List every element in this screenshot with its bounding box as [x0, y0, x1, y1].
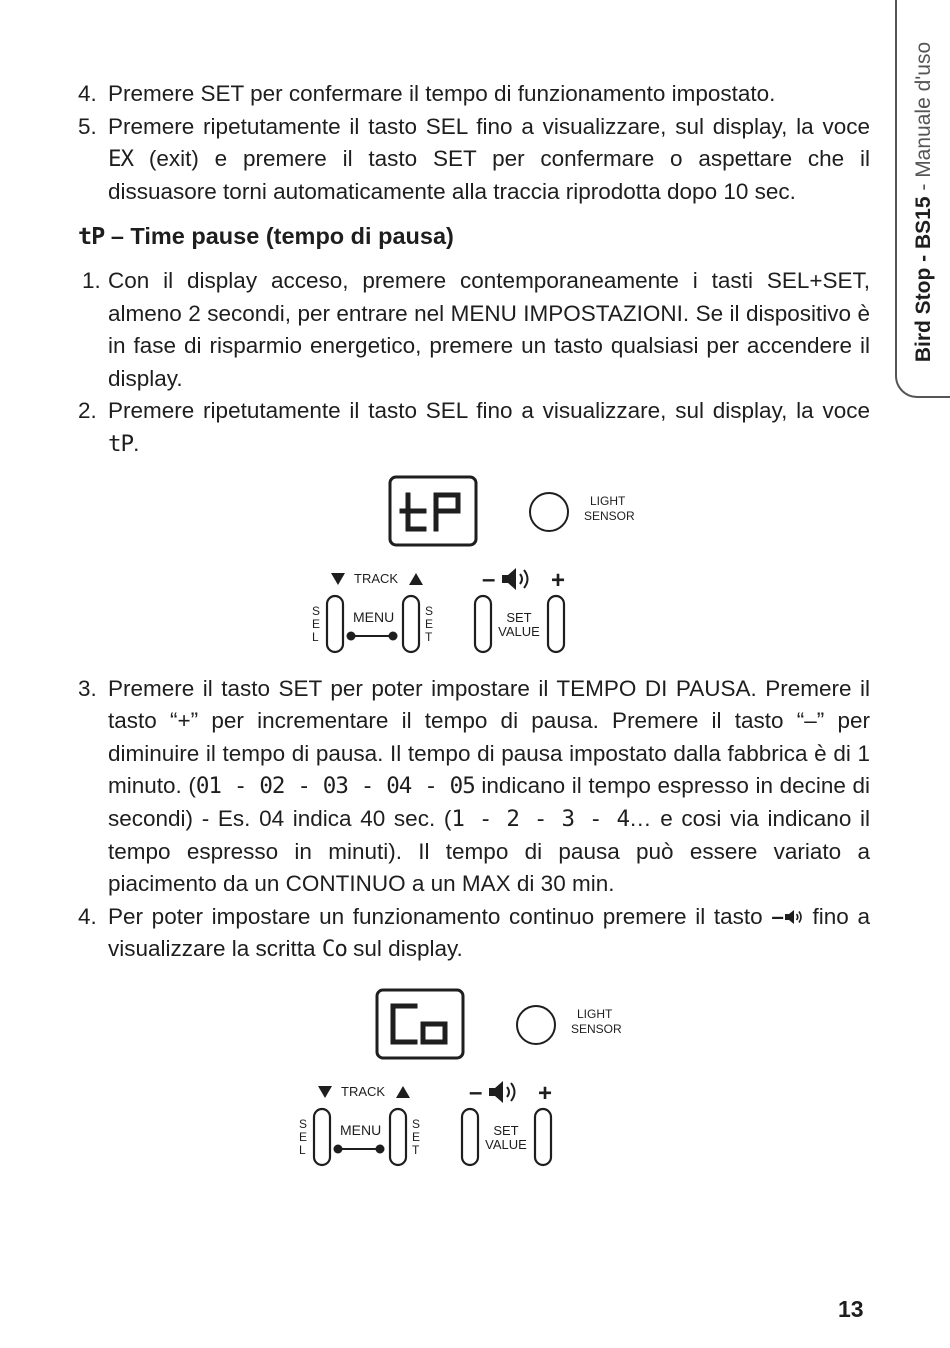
sel-letter: L	[299, 1142, 306, 1157]
lcd-glyph-co	[393, 1006, 445, 1042]
menu-label: MENU	[340, 1121, 382, 1138]
sel-button[interactable]	[327, 596, 343, 652]
speaker-icon	[784, 908, 804, 926]
set-letter: T	[425, 629, 433, 644]
heading-text: – Time pause (tempo di pausa)	[104, 223, 454, 250]
page-number: 13	[838, 1296, 864, 1322]
set-label	[412, 1117, 420, 1157]
step-text: Premere ripetutamente il tasto SEL fino a visualizzare, sul display, la voce	[108, 398, 870, 424]
volume-plus-button[interactable]	[548, 596, 564, 652]
set-value-label-1: SET	[506, 609, 532, 625]
light-sensor-icon	[530, 493, 568, 531]
sel-label	[299, 1117, 307, 1157]
display-code-tp: tP	[78, 222, 105, 251]
display-codes-seconds: 01 - 02 - 03 - 04 - 05	[195, 773, 475, 800]
track-label: TRACK	[354, 570, 399, 586]
step-text: .	[133, 430, 140, 456]
control-panel-diagram	[291, 988, 641, 1178]
control-panel-svg	[304, 475, 654, 665]
set-letter: S	[412, 1116, 421, 1131]
manual-label: - Manuale d'uso	[911, 41, 935, 197]
track-down-icon	[331, 573, 345, 585]
display-code-ex: EX	[108, 146, 134, 173]
step-text: (exit) e premere il tasto SET per confermare o aspettare che il dissuasore torni automaticamente alla traccia riprodotta dopo 10 sec.	[108, 146, 870, 204]
step-4-top	[78, 78, 870, 111]
step-text: Premere ripetutamente il tasto SEL fino a visualizzare, sul display, la voce	[108, 113, 870, 139]
sel-letter: S	[312, 603, 321, 618]
display-codes-minutes: 1 - 2 - 3 - 4	[451, 805, 630, 832]
step-number: 3.	[78, 675, 97, 701]
sel-letter: E	[299, 1129, 308, 1144]
page-content	[78, 78, 870, 1178]
brand-label: Bird Stop - BS15	[911, 196, 935, 363]
volume-minus-label: –	[469, 1078, 483, 1106]
set-letter: S	[425, 603, 434, 618]
light-sensor-label-2: SENSOR	[584, 508, 635, 523]
control-panel-svg	[291, 988, 641, 1178]
set-letter: E	[412, 1129, 421, 1144]
track-up-icon	[396, 1086, 410, 1098]
side-tab-title	[907, 12, 941, 392]
lcd-glyph-tp	[402, 495, 458, 529]
set-letter: E	[425, 616, 434, 631]
volume-minus-button[interactable]	[475, 596, 491, 652]
minus-key-label: –	[771, 903, 784, 929]
sel-letter: L	[312, 629, 319, 644]
display-code-co: Co	[321, 936, 347, 963]
sel-label	[312, 604, 320, 644]
light-sensor-label-1: LIGHT	[577, 1006, 613, 1021]
set-value-label-2: VALUE	[485, 1136, 527, 1152]
lcd-display	[377, 990, 463, 1058]
light-sensor-label-2: SENSOR	[571, 1021, 622, 1036]
step-text: Premere il tasto SET per poter impostare il TEMPO DI PAUSA. Premere il tasto “+” per incrementare il tempo di pausa. Premere il tasto “–” per diminuire il tempo di pausa. Il tempo di pausa impostato dalla fabbrica è di 1 minuto. (	[108, 675, 870, 799]
step-text: sul display.	[346, 936, 463, 962]
step-3	[78, 673, 870, 901]
menu-label: MENU	[353, 608, 395, 625]
set-value-label-2: VALUE	[498, 623, 540, 639]
step-text: Con il display acceso, premere contemporaneamente i tasti SEL+SET, almeno 2 secondi, per entrare nel MENU IMPOSTAZIONI. Se il dispositivo è in fase di risparmio energetico, premere un tasto qualsiasi per accendere il display.	[108, 267, 870, 391]
step-text: … e cosi via indicano il tempo espresso in minuti). Il tempo di pausa può essere variato a piacimento da un CONTINUO a un MAX di 30 min.	[108, 805, 871, 897]
step-number: 4.	[78, 903, 97, 929]
set-label	[425, 604, 433, 644]
step-text: fino a visualizzare la scritta	[108, 903, 871, 962]
track-up-icon	[409, 573, 423, 585]
menu-connector-dot	[376, 1144, 385, 1153]
menu-connector-dot	[334, 1144, 343, 1153]
step-number: 2.	[78, 398, 97, 424]
light-sensor-icon	[517, 1006, 555, 1044]
step-text: indicano il tempo espresso in decine di secondi) - Es. 04 indica 40 sec. (	[108, 773, 870, 831]
volume-plus-label: +	[551, 566, 566, 594]
step-number: 1.	[82, 267, 101, 293]
side-tab	[895, 0, 950, 398]
light-sensor-label-1: LIGHT	[590, 493, 626, 508]
volume-minus-label: –	[482, 565, 496, 593]
step-text: Premere SET per confermare il tempo di funzionamento impostato.	[108, 81, 776, 106]
step-2	[78, 395, 870, 460]
volume-plus-label: +	[538, 1079, 553, 1107]
step-4	[78, 901, 870, 966]
speaker-icon	[489, 1081, 515, 1103]
step-number: 4.	[78, 81, 97, 106]
track-down-icon	[318, 1086, 332, 1098]
sel-button[interactable]	[314, 1109, 330, 1165]
set-button[interactable]	[390, 1109, 406, 1165]
menu-connector-dot	[389, 631, 398, 640]
track-label: TRACK	[341, 1083, 386, 1099]
step-5-top	[78, 111, 870, 209]
set-letter: T	[412, 1142, 420, 1157]
display-code-tp: tP	[108, 430, 134, 457]
menu-connector-dot	[347, 631, 356, 640]
control-panel-diagram	[304, 475, 654, 665]
volume-minus-button[interactable]	[462, 1109, 478, 1165]
set-value-label-1: SET	[493, 1122, 519, 1138]
step-1	[78, 265, 870, 395]
speaker-icon	[502, 568, 528, 590]
sel-letter: E	[312, 616, 321, 631]
volume-plus-button[interactable]	[535, 1109, 551, 1165]
set-button[interactable]	[403, 596, 419, 652]
step-number: 5.	[78, 113, 97, 139]
step-text: Per poter impostare un funzionamento continuo premere il tasto	[108, 903, 772, 929]
sel-letter: S	[299, 1116, 308, 1131]
section-heading	[78, 220, 870, 253]
